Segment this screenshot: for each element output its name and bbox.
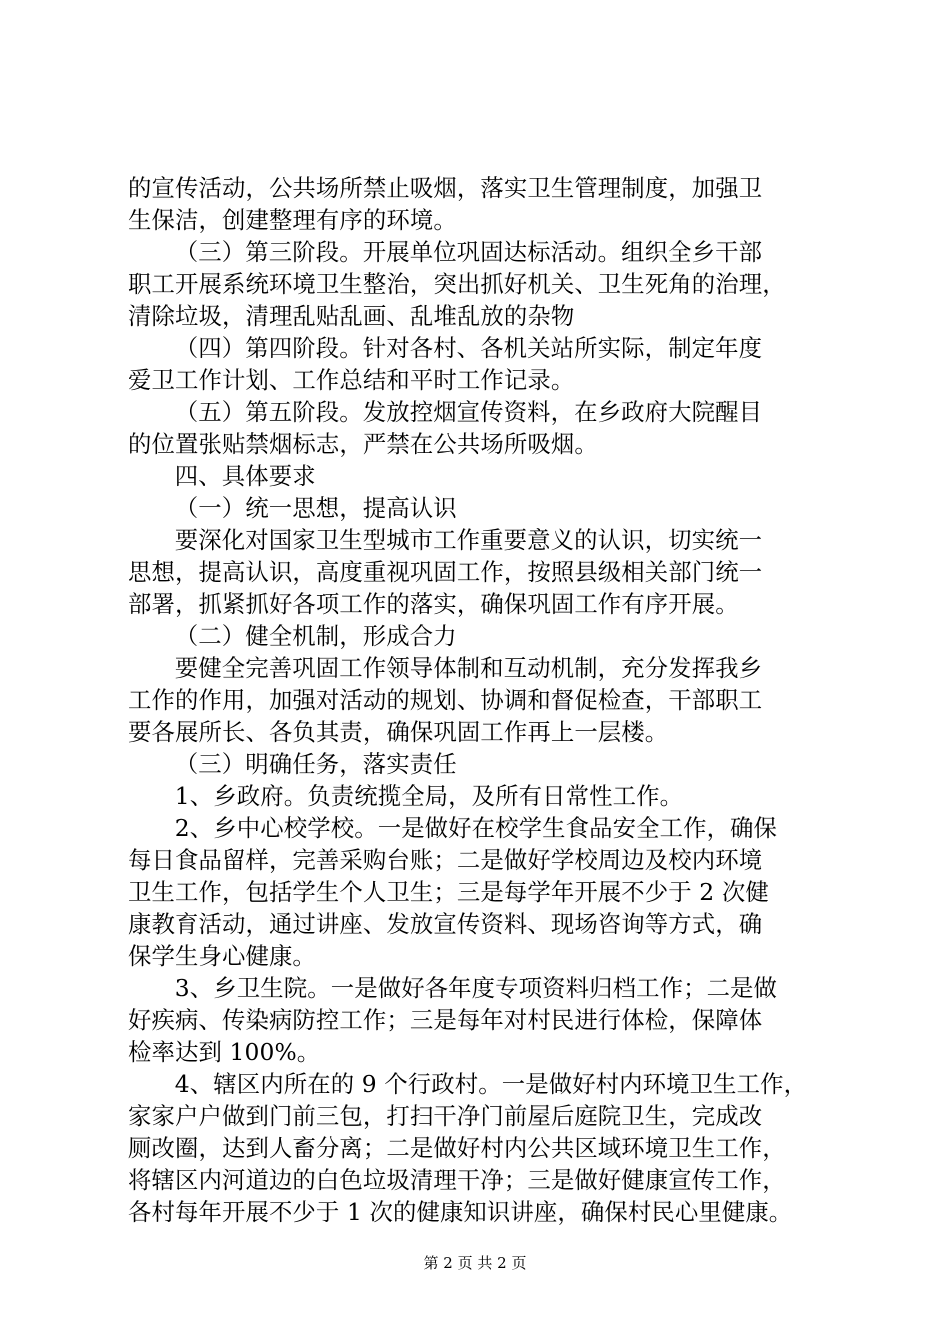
text-line: 康教育活动，通过讲座、发放宣传资料、现场咨询等方式，确 — [128, 910, 763, 938]
text-line: 的位置张贴禁烟标志，严禁在公共场所吸烟。 — [128, 430, 598, 458]
text-line: 3、乡卫生院。一是做好各年度专项资料归档工作；二是做 — [174, 974, 778, 1002]
text-line: 2、乡中心校学校。一是做好在校学生食品安全工作，确保 — [174, 814, 778, 842]
text-line: 卫生工作，包括学生个人卫生；三是每学年开展不少于 2 次健 — [128, 878, 769, 906]
text-line: 将辖区内河道边的白色垃圾清理干净；三是做好健康宣传工作， — [128, 1166, 786, 1194]
page-number-label: 第 2 页 共 2 页 — [423, 1254, 527, 1272]
section-heading: 四、具体要求 — [174, 462, 316, 490]
text-line: 好疾病、传染病防控工作；三是每年对村民进行体检，保障体 — [128, 1006, 763, 1034]
text-line: 生保洁，创建整理有序的环境。 — [128, 206, 457, 234]
text-line: 每日食品留样，完善采购台账；二是做好学校周边及校内环境 — [128, 846, 763, 874]
page-footer — [0, 1253, 950, 1273]
text-line: 要深化对国家卫生型城市工作重要意义的认识，切实统一 — [174, 526, 763, 554]
text-line: 保学生身心健康。 — [128, 942, 316, 970]
text-line: 爱卫工作计划、工作总结和平时工作记录。 — [128, 366, 575, 394]
text-line: 各村每年开展不少于 1 次的健康知识讲座，确保村民心里健康。 — [128, 1198, 793, 1226]
text-line: 家家户户做到门前三包，打扫干净门前屋后庭院卫生，完成改 — [128, 1102, 763, 1130]
text-line: 职工开展系统环境卫生整治，突出抓好机关、卫生死角的治理， — [128, 270, 786, 298]
subsection-heading: （二）健全机制，形成合力 — [174, 622, 457, 650]
text-line: 检率达到 100%。 — [128, 1038, 321, 1066]
text-line: 厕改圈，达到人畜分离；二是做好村内公共区域环境卫生工作， — [128, 1134, 786, 1162]
text-line: 工作的作用，加强对活动的规划、协调和督促检查，干部职工 — [128, 686, 763, 714]
text-line: 部署，抓紧抓好各项工作的落实，确保巩固工作有序开展。 — [128, 590, 739, 618]
document-body — [128, 172, 836, 1228]
text-line: 的宣传活动，公共场所禁止吸烟，落实卫生管理制度，加强卫 — [128, 174, 763, 202]
text-line: 1、乡政府。负责统揽全局，及所有日常性工作。 — [174, 782, 684, 810]
text-line: 4、辖区内所在的 9 个行政村。一是做好村内环境卫生工作， — [174, 1070, 808, 1098]
text-line: 要健全完善巩固工作领导体制和互动机制，充分发挥我乡 — [174, 654, 763, 682]
text-line: 清除垃圾，清理乱贴乱画、乱堆乱放的杂物 — [128, 302, 575, 330]
subsection-heading: （一）统一思想，提高认识 — [174, 494, 457, 522]
text-line: （五）第五阶段。发放控烟宣传资料，在乡政府大院醒目 — [174, 398, 763, 426]
text-line: 要各展所长、各负其责，确保巩固工作再上一层楼。 — [128, 718, 669, 746]
text-line: （三）第三阶段。开展单位巩固达标活动。组织全乡干部 — [174, 238, 763, 266]
text-line: （四）第四阶段。针对各村、各机关站所实际，制定年度 — [174, 334, 763, 362]
text-line: 思想，提高认识，高度重视巩固工作，按照县级相关部门统一 — [128, 558, 763, 586]
subsection-heading: （三）明确任务，落实责任 — [174, 750, 457, 778]
